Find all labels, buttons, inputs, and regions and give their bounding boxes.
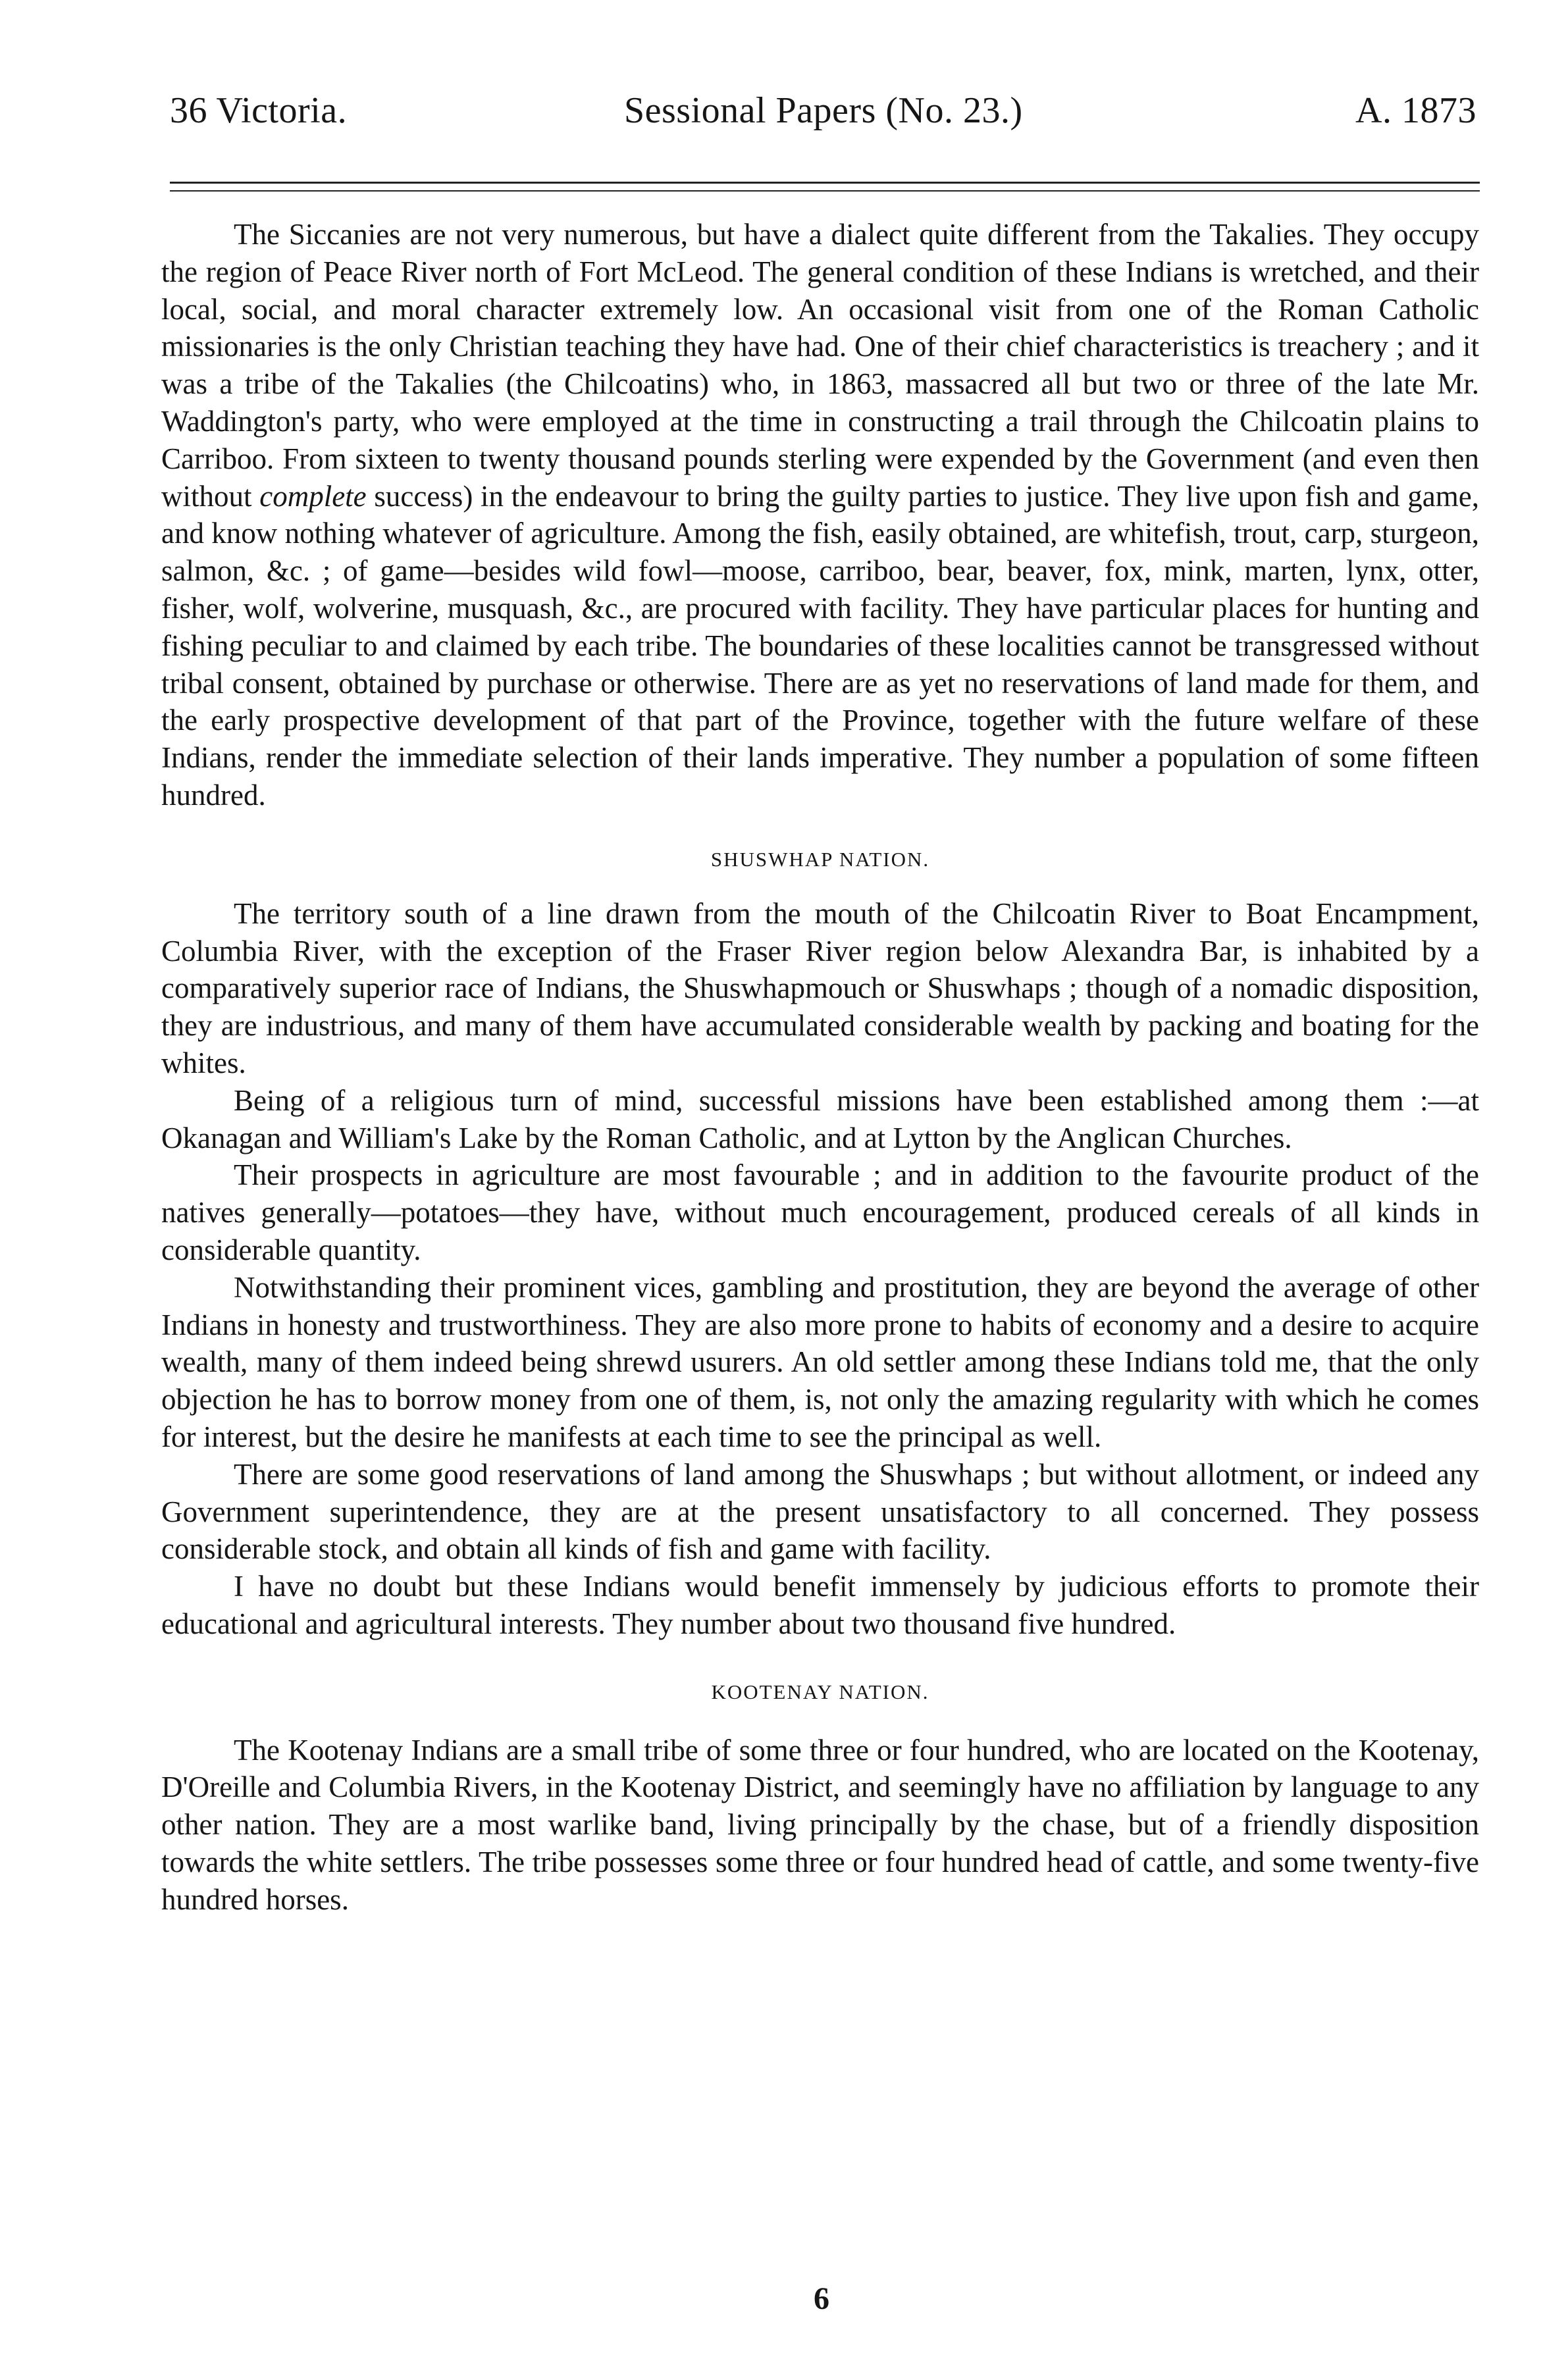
- shuswhap-paragraph-3: Their prospects in agriculture are most favourable ; and in addition to the favourite product of the natives generally—potatoes—they have, without much encouragement, produced cereals of all kinds in considerable quantity.: [161, 1158, 1479, 1266]
- header-title: Sessional Papers (No. 23.): [624, 90, 1023, 131]
- header-rule-bottom: [170, 190, 1480, 192]
- shuswhap-paragraph-2: Being of a religious turn of mind, successful missions have been established among them :—at Okanagan and William's Lake by the Roman Catholic, and at Lytton by the Anglican Churches.: [161, 1083, 1479, 1154]
- header-year: A. 1873: [1355, 90, 1477, 131]
- section-heading-kootenay: KOOTENAY NATION.: [711, 1680, 929, 1703]
- shuswhap-paragraph-1: The territory south of a line drawn from the mouth of the Chilcoatin River to Boat Encampment, Columbia River, with the exception of the Fraser River region below Alexandra Bar, is inhabited by a comparatively superior race of Indians, the Shuswhapmouch or Shuswhaps ; though of a nomadic disposition, they are industrious, and many of them have accumulated considerable wealth by packing and boating for the whites.: [161, 896, 1479, 1079]
- shuswhap-paragraph-6: I have no doubt but these Indians would benefit immensely by judicious efforts to promote their educational and agricultural interests. They number about two thousand five hundred.: [161, 1570, 1479, 1640]
- body-text: [161, 216, 1479, 1919]
- running-header: [170, 84, 1477, 137]
- siccanies-paragraph: The Siccanies are not very numerous, but have a dialect quite different from the Takalies. They occupy the region of Peace River north of Fort McLeod. The general condition of these Indians is wretched, and their local, social, and moral character extremely low. An occasional visit from one of the Roman Catholic missionaries is the only Christian teaching they have had. One of their chief characteristics is treachery ; and it was a tribe of the Takalies (the Chilcoatins) who, in 1863, massacred all but two or three of the late Mr. Waddington's party, who were employed at the time in constructing a trail through the Chilcoatin plains to Carriboo. From sixteen to twenty thousand pounds sterling were expended by the Government (and even then without complete success) in the endeavour to bring the guilty parties to justice. They live upon fish and game, and know nothing whatever of agriculture. Among the fish, easily obtained, are whitefish, trout, carp, sturgeon, salmon, &c. ; of game—besides wild fowl—moose, carriboo, bear, beaver, fox, mink, marten, lynx, otter, fisher, wolf, wolverine, musquash, &c., are procured with facility. They have particular places for hunting and fishing peculiar to and claimed by each tribe. The boundaries of these localities cannot be transgressed without tribal consent, obtained by purchase or otherwise. There are as yet no reservations of land made for them, and the early prospective development of that part of the Province, together with the future welfare of these Indians, render the immediate selection of their lands imperative. They number a population of some fifteen hundred.: [161, 218, 1480, 812]
- page-number: 6: [814, 2281, 829, 2316]
- header-rule-top: [170, 182, 1480, 184]
- header-volume: 36 Victoria.: [170, 90, 348, 131]
- kootenay-paragraph: The Kootenay Indians are a small tribe of some three or four hundred, who are located on the Kootenay, D'Oreille and Columbia Rivers, in the Kootenay District, and seemingly have no affiliation by language to any other nation. They are a most warlike band, living principally by the chase, but of a friendly disposition towards the white settlers. The tribe possesses some three or four hundred head of cattle, and some twenty-five hundred horses.: [161, 1733, 1479, 1916]
- emphasis-complete: complete: [259, 479, 367, 513]
- section-heading-shuswhap: SHUSWHAP NATION.: [710, 847, 930, 871]
- shuswhap-paragraph-4: Notwithstanding their prominent vices, gambling and prostitution, they are beyond the average of other Indians in honesty and trustworthiness. They are also more prone to habits of economy and a desire to acquire wealth, many of them indeed being shrewd usurers. An old settler among these Indians told me, that the only objection he has to borrow money from one of them, is, not only the amazing regularity with which he comes for interest, but the desire he manifests at each time to see the principal as well.: [161, 1270, 1479, 1453]
- shuswhap-paragraph-5: There are some good reservations of land among the Shuswhaps ; but without allotment, or indeed any Government superintendence, they are at the present unsatisfactory to all concerned. They possess considerable stock, and obtain all kinds of fish and game with facility.: [161, 1457, 1479, 1566]
